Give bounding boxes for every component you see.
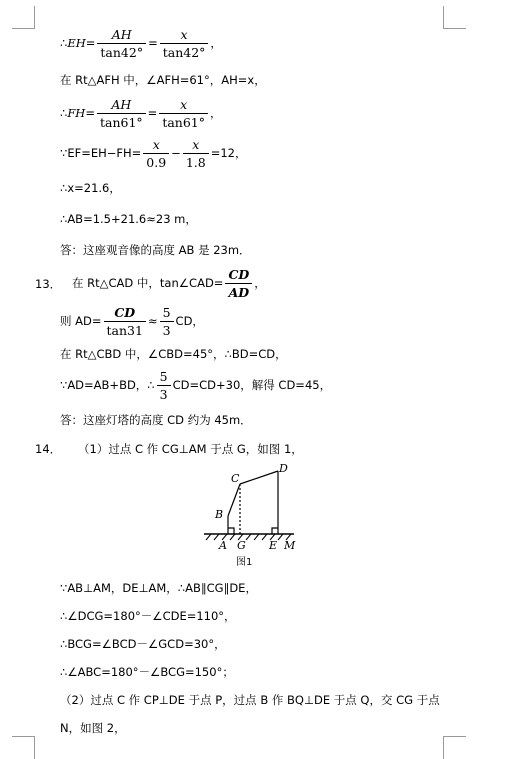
line-ef-equation: ∵EF=EH−FH= $\frac{x}{0.9}$ − $\frac{x}{1.8}$ =12， xyxy=(60,137,247,170)
crop-mark-top-right xyxy=(443,6,466,29)
fraction: $\frac{AH}{\tan 42^\circ}$ xyxy=(97,26,146,61)
fraction: $\frac{x}{1.8}$ xyxy=(183,136,209,171)
label-point-g: G xyxy=(237,539,246,552)
answer-13: 答：这座灯塔的高度 CD 约为 45m． xyxy=(60,413,252,427)
label-point-d: D xyxy=(279,462,288,475)
fraction: $\frac{x}{\tan 42^\circ}$ xyxy=(160,26,209,61)
label-point-c: C xyxy=(231,472,240,485)
label-point-m: M xyxy=(284,539,296,552)
line-angle-dcg: ∴∠DCG=180°－∠CDE=110°， xyxy=(60,609,236,623)
line-ad-sum: ∵AD=AB+BD，∴ $\frac{5}{3}$ CD=CD+30，解得 CD=45， xyxy=(60,369,332,402)
crop-mark-top-left xyxy=(12,6,35,29)
line-ad-equation: 则 AD= $\frac{CD}{\tan 31}$ ≈ $\frac{5}{3}$ CD， xyxy=(60,305,204,338)
figure-1-diagram xyxy=(198,462,308,574)
label-point-a: A xyxy=(219,539,227,552)
line-eh-equation: ∴EH= $\frac{AH}{\tan 42^\circ}$ = $\frac{x}{\tan 42^\circ}$ ， xyxy=(60,27,222,60)
crop-mark-bottom-left xyxy=(12,736,35,759)
answer-12: 答：这座观音像的高度 AB 是 23m． xyxy=(60,243,251,257)
line-angle-bcg: ∴BCG=∠BCD－∠GCD=30°， xyxy=(60,637,226,651)
question-13-line: 在 Rt△CAD 中，tan∠CAD= $\frac{CD}{AD}$ ， xyxy=(72,267,266,300)
label-point-e: E xyxy=(269,539,278,552)
line-x-value: ∴x=21.6， xyxy=(60,181,121,195)
line-afh-triangle: 在 Rt△AFH 中，∠AFH=61°，AH=x， xyxy=(60,73,266,87)
line-part-2-cont: N，如图 2， xyxy=(60,721,126,735)
fraction: $\frac{5}{3}$ xyxy=(157,368,171,403)
line-cbd-triangle: 在 Rt△CBD 中，∠CBD=45°，∴BD=CD， xyxy=(60,347,287,361)
crop-mark-bottom-right xyxy=(443,736,466,759)
question-13-number: 13． xyxy=(35,277,62,291)
line-part-2: （2）过点 C 作 CP⊥DE 于点 P，过点 B 作 BQ⊥DE 于点 Q，交 CG 于点 xyxy=(60,693,440,707)
fraction: $\frac{AH}{\tan 61^\circ}$ xyxy=(97,96,146,131)
fraction: $\frac{5}{3}$ xyxy=(160,304,174,339)
fraction: $\frac{x}{\tan 61^\circ}$ xyxy=(159,96,208,131)
fraction: $\frac{CD}{\tan 31}$ xyxy=(104,304,146,339)
label-point-b: B xyxy=(215,508,224,521)
question-14-line: （1）过点 C 作 CG⊥AM 于点 G，如图 1， xyxy=(78,442,303,456)
line-parallel: ∵AB⊥AM，DE⊥AM，∴AB∥CG∥DE， xyxy=(60,581,257,595)
question-14-number: 14． xyxy=(35,442,62,456)
fraction: $\frac{CD}{AD}$ xyxy=(225,266,252,301)
line-angle-abc: ∴∠ABC=180°－∠BCG=150°； xyxy=(60,665,234,679)
line-ab-value: ∴AB=1.5+21.6≈23 m， xyxy=(60,212,197,226)
figure-caption: 图1 xyxy=(236,557,253,568)
ground-hatching xyxy=(204,534,294,540)
fraction: $\frac{x}{0.9}$ xyxy=(143,136,169,171)
line-fh-equation: ∴FH= $\frac{AH}{\tan 61^\circ}$ = $\frac{x}{\tan 61^\circ}$ ， xyxy=(60,97,222,130)
